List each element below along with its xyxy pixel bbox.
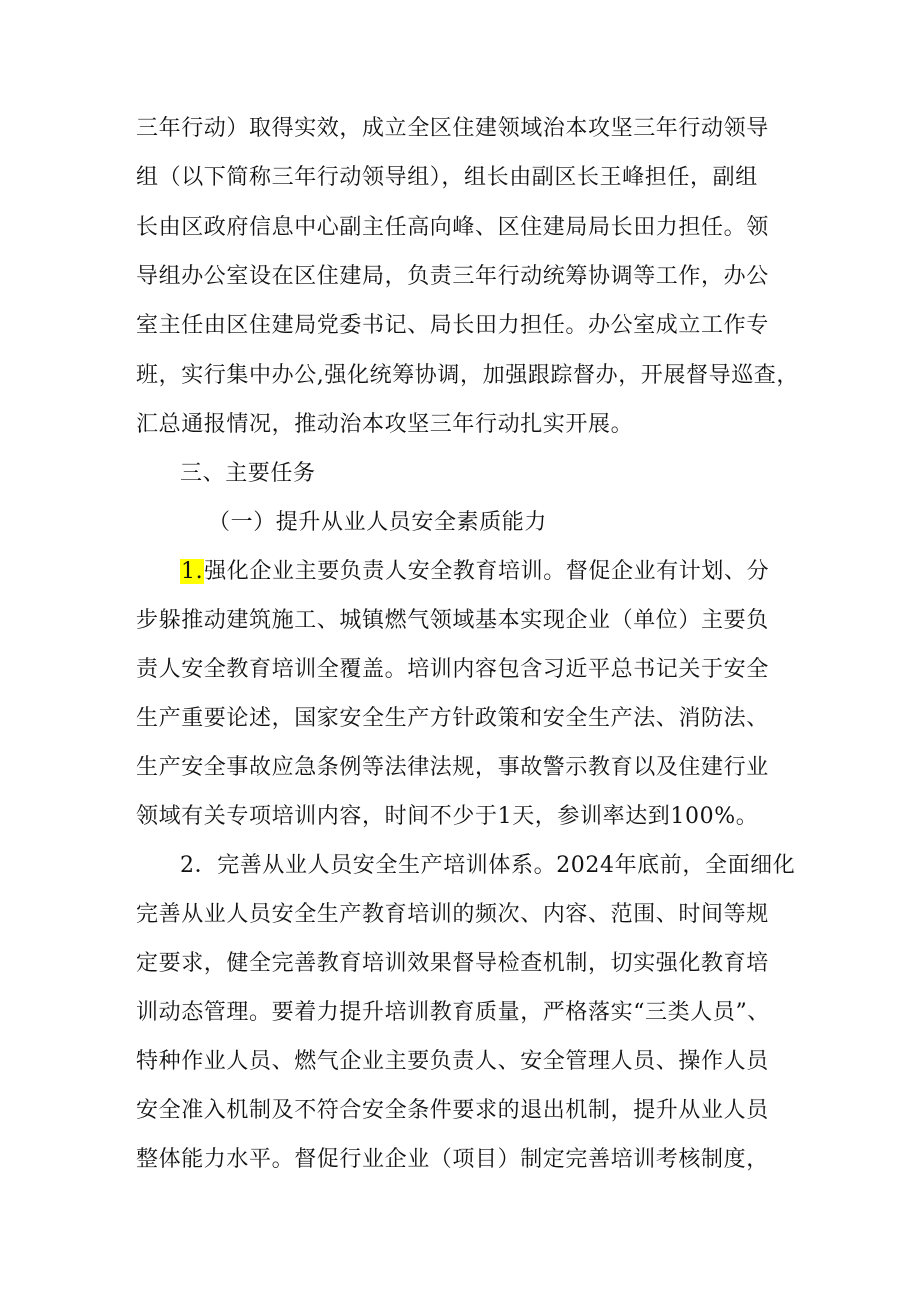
item2-first-line: 2．完善从业人员安全生产培训体系。2024年底前，全面细化 xyxy=(180,853,796,878)
paragraph-line: 室主任由区住建局党委书记、局长田力担任。办公室成立工作专 xyxy=(136,313,769,338)
section-subheading: （一）提升从业人员安全素质能力 xyxy=(208,510,548,535)
section-heading: 三、主要任务 xyxy=(180,461,316,486)
item1-first-line xyxy=(180,557,840,587)
paragraph-line: 责人安全教育培训全覆盖。培训内容包含习近平总书记关于安全 xyxy=(136,657,769,682)
paragraph-line: 领域有关专项培训内容，时间不少于1天，参训率达到100%。 xyxy=(136,804,759,829)
paragraph-line: 特种作业人员、燃气企业主要负责人、安全管理人员、操作人员 xyxy=(136,1049,769,1074)
paragraph-line: 三年行动）取得实效，成立全区住建领域治本攻坚三年行动领导 xyxy=(136,116,769,141)
paragraph-line: 整体能力水平。督促行业企业（项目）制定完善培训考核制度， xyxy=(136,1147,769,1172)
paragraph-line: 长由区政府信息中心副主任高向峰、区住建局局长田力担任。领 xyxy=(136,215,769,240)
paragraph-line: 生产重要论述，国家安全生产方针政策和安全生产法、消防法、 xyxy=(136,706,769,731)
paragraph-line: 定要求，健全完善教育培训效果督导检查机制，切实强化教育培 xyxy=(136,951,769,976)
item-number-highlight: 1. xyxy=(181,559,204,584)
item1-first-line-text: 强化企业主要负责人安全教育培训。督促企业有计划、分 xyxy=(204,559,770,584)
paragraph-line: 生产安全事故应急条例等法律法规，事故警示教育以及住建行业 xyxy=(136,755,769,780)
paragraph-line: 训动态管理。要着力提升培训教育质量，严格落实“三类人员”、 xyxy=(136,1000,770,1025)
paragraph-line: 组（以下简称三年行动领导组），组长由副区长王峰担任，副组 xyxy=(136,165,758,190)
paragraph-line: 完善从业人员安全生产教育培训的频次、内容、范围、时间等规 xyxy=(136,902,769,927)
paragraph-line: 安全准入机制及不符合安全条件要求的退出机制，提升从业人员 xyxy=(136,1098,769,1123)
paragraph-line: 导组办公室设在区住建局，负责三年行动统筹协调等工作，办公 xyxy=(136,264,769,289)
paragraph-line: 步躲推动建筑施工、城镇燃气领域基本实现企业（单位）主要负 xyxy=(136,608,769,633)
paragraph-line: 汇总通报情况，推动治本攻坚三年行动扎实开展。 xyxy=(136,412,634,437)
paragraph-line: 班，实行集中办公,强化统筹协调，加强跟踪督办，开展督导巡查， xyxy=(136,363,799,388)
